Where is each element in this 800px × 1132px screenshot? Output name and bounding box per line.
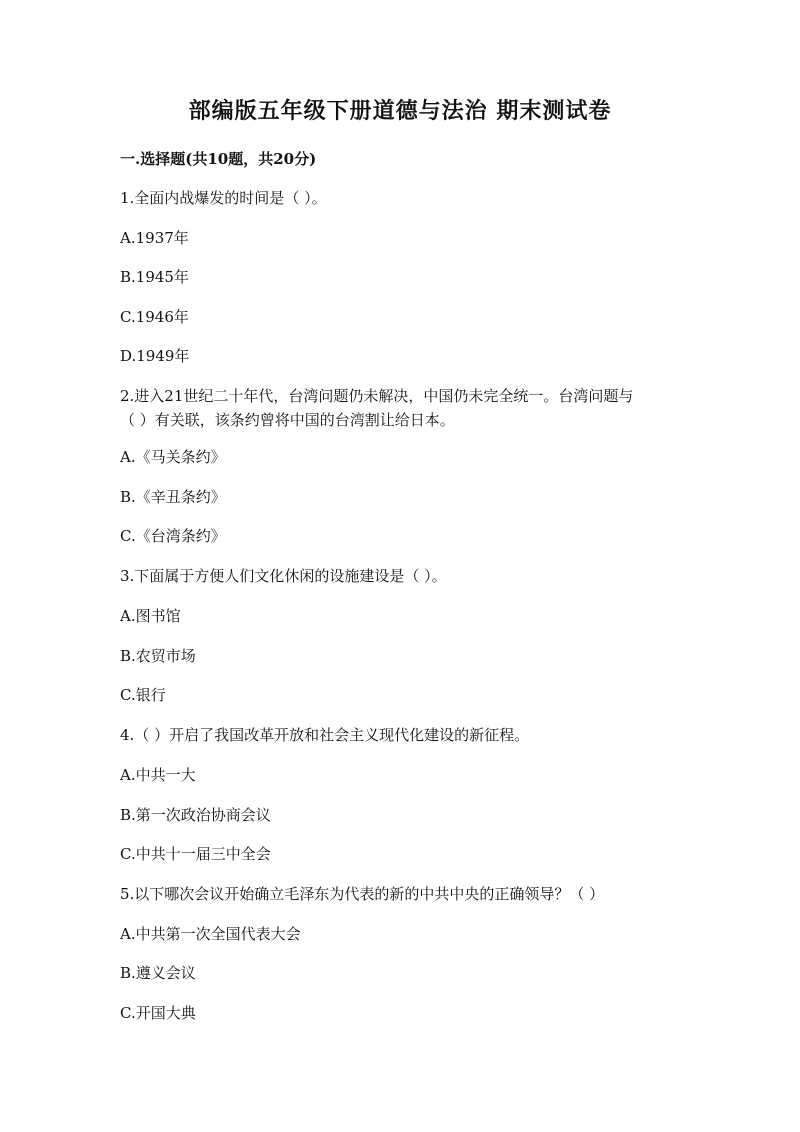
question-3-option-a: A.图书馆: [120, 607, 181, 625]
question-2-option-b: B.《辛丑条约》: [120, 488, 226, 506]
question-5-stem: 5.以下哪次会议开始确立毛泽东为代表的新的中共中央的正确领导？（ ）: [120, 885, 605, 903]
question-2-option-c: C.《台湾条约》: [120, 527, 226, 545]
question-1-option-c: C.1946年: [120, 308, 189, 326]
question-2-stem-line-2: （ ）有关联，该条约曾将中国的台湾割让给日本。: [120, 411, 455, 429]
question-4-stem: 4.（ ）开启了我国改革开放和社会主义现代化建设的新征程。: [120, 726, 530, 744]
question-1-option-b: B.1945年: [120, 268, 189, 286]
question-3-stem: 3.下面属于方便人们文化休闲的设施建设是（ ）。: [120, 567, 447, 585]
question-5-option-a: A.中共第一次全国代表大会: [120, 925, 301, 943]
page-title: 部编版五年级下册道德与法治 期末测试卷: [188, 98, 612, 124]
question-4-option-b: B.第一次政治协商会议: [120, 806, 271, 824]
question-1-option-a: A.1937年: [120, 229, 189, 247]
question-3-option-b: B.农贸市场: [120, 647, 196, 665]
section-heading: 一.选择题(共10题，共20分): [120, 150, 317, 168]
question-3-option-c: C.银行: [120, 686, 166, 704]
question-2-stem-line-1: 2.进入21世纪二十年代，台湾问题仍未解决，中国仍未完全统一。台湾问题与: [120, 387, 634, 405]
question-5-option-c: C.开国大典: [120, 1004, 196, 1022]
question-5-option-b: B.遵义会议: [120, 964, 196, 982]
question-4-option-c: C.中共十一届三中全会: [120, 845, 271, 863]
question-1-option-d: D.1949年: [120, 347, 190, 365]
question-4-option-a: A.中共一大: [120, 766, 196, 784]
question-2-option-a: A.《马关条约》: [120, 448, 226, 466]
question-1-stem: 1.全面内战爆发的时间是（ ）。: [120, 189, 327, 207]
